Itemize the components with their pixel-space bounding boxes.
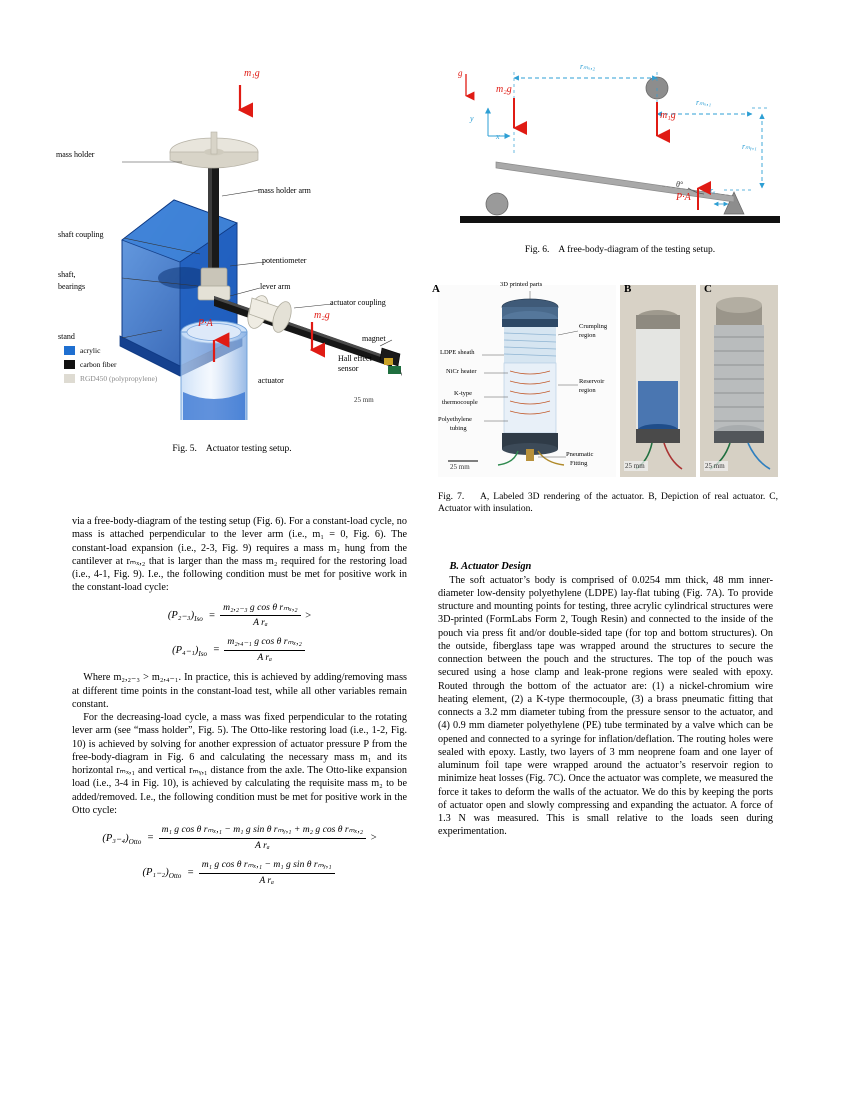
- figure-5: [56, 40, 402, 454]
- equation-3-relation: >: [370, 832, 377, 844]
- fig5-annotation-m2g: m₂g: [314, 310, 330, 321]
- fig5-label-actuator: actuator: [258, 376, 284, 385]
- fig5-scale-label: 25 mm: [354, 396, 374, 404]
- figure-5-caption: [62, 444, 402, 454]
- fig7-label-polyethylene: Polyethylene: [438, 416, 472, 423]
- figure-6-caption-label: Fig. 6.: [524, 245, 550, 255]
- fig5-label-stand: stand: [58, 332, 75, 341]
- fig7-scale-c: 25 mm: [705, 462, 725, 470]
- equation-4-label: $(P_{1-2})_{Otto}$: [142, 867, 182, 881]
- figure-5-caption-label: Fig. 5.: [172, 444, 197, 454]
- fig7-label-reservoir-region: region: [579, 387, 596, 394]
- fig5-label-shaft: shaft,: [58, 270, 76, 279]
- fig6-label-gravity: g: [458, 68, 463, 78]
- fig7-label-pneumatic: Pneumatic: [566, 451, 594, 458]
- section-heading-actuator-design: B. Actuator Design: [449, 561, 532, 572]
- fig6-label-m1g: m₁g: [660, 110, 676, 121]
- fig5-label-mass-holder: mass holder: [56, 150, 95, 159]
- fig5-label-lever-arm: lever arm: [260, 282, 291, 291]
- fig7-label-ldpe: LDPE sheath: [440, 349, 475, 356]
- fig7-panel-label-b: B: [624, 283, 632, 295]
- equation-2-fraction: $\frac{\text{m₂,₄₋₁ g cos θ rₘₓ,₂}}{\text{A rₐ}}$: [224, 636, 304, 664]
- figure-7: [432, 281, 778, 477]
- fig6-label-rmx1: rₘₓ,₁: [696, 98, 712, 107]
- figure-5-caption-text: Actuator testing setup.: [205, 444, 292, 454]
- fig5-legend-swatch-carbon: [64, 360, 75, 369]
- fig7-scale-b: 25 mm: [625, 462, 645, 470]
- fig7-label-printed-parts: 3D printed parts: [500, 281, 543, 288]
- fig7-panel-label-c: C: [704, 283, 712, 295]
- figure-6: [452, 58, 788, 258]
- equation-1: $(P_{2-3})_{Iso}$ = $\frac{\text{m₂,₂₋₃ g cos θ rₘₓ,₂}}{\text{A rₐ}}$ >: [167, 601, 312, 628]
- fig7-label-crumpling-region: region: [579, 332, 596, 339]
- fig5-annotation-pa: P·A: [198, 318, 213, 329]
- figure-7-caption: [438, 492, 778, 516]
- fig5-annotation-m1g: m₁g: [244, 68, 260, 79]
- equation-2-label: $(P_{4-1})_{Iso}$: [172, 644, 208, 658]
- fig5-label-hall-sensor: sensor: [338, 364, 359, 373]
- fig6-label-rmy1: rₘᵧ,₁: [742, 142, 757, 151]
- fig6-label-pa: P·A: [676, 192, 691, 203]
- figure-7-caption-label: Fig. 7.: [438, 492, 465, 502]
- equation-3: $(P_{3-4})_{Otto}$ = $\frac{\text{m₁ g cos θ rₘₓ,₁ − m₁ g sin θ rₘᵧ,₁ + m₂ g cos θ rₘₓ,₂}}{\text{A rₐ}}$ >: [102, 824, 377, 851]
- fig6-label-m2g: m₂g: [496, 84, 512, 95]
- fig6-label-y-axis: y: [470, 114, 474, 123]
- figure-6-caption: [440, 245, 800, 255]
- fig6-label-x-axis: x: [496, 132, 500, 141]
- fig6-label-rmx2: rₘₓ,₂: [580, 62, 596, 71]
- fig5-label-potentiometer: potentiometer: [262, 256, 307, 265]
- fig7-label-thermocouple: thermocouple: [442, 399, 478, 406]
- fig5-label-actuator-coupling: actuator coupling: [330, 298, 386, 307]
- fig7-label-tubing: tubing: [450, 425, 467, 432]
- fig5-legend-swatch-acrylic: [64, 346, 75, 355]
- equation-1-fraction: $\frac{\text{m₂,₂₋₃ g cos θ rₘₓ,₂}}{\text{A rₐ}}$: [220, 602, 300, 630]
- fig5-legend-label-acrylic: acrylic: [80, 346, 101, 355]
- paragraph-where: Where m₂,₂₋₃ > m₂,₄₋₁. In practice, this is achieved by adding/removing mass at different time points in the constant-load test, while all other variables remain constant.: [72, 672, 407, 710]
- equation-1-relation: >: [305, 609, 312, 621]
- fig7-scale-a: 25 mm: [450, 463, 470, 471]
- fig5-label-bearings: bearings: [58, 282, 86, 291]
- fig6-label-ra: rₐ: [710, 186, 716, 195]
- fig5-label-shaft-coupling: shaft coupling: [58, 230, 104, 239]
- fig7-panel-label-a: A: [432, 283, 440, 295]
- figure-6-caption-text: A free-body-diagram of the testing setup.: [558, 245, 716, 255]
- fig7-label-reservoir: Reservoir: [579, 378, 605, 385]
- equation-4: $(P_{1-2})_{Otto}$ = $\frac{\text{m₁ g cos θ rₘₓ,₁ − m₁ g sin θ rₘᵧ,₁}}{\text{A rₐ}}$: [72, 859, 407, 887]
- right-text-column: [438, 560, 773, 839]
- equation-1-label: $(P_{2-3})_{Iso}$: [167, 609, 203, 623]
- figure-7-illustration: [438, 285, 778, 477]
- equation-3-label: $(P_{3-4})_{Otto}$: [102, 832, 142, 846]
- fig5-label-hall-effect: Hall effect: [338, 354, 372, 363]
- fig7-label-fitting: Fitting: [570, 460, 588, 467]
- fig6-label-theta: θ°: [676, 180, 684, 189]
- fig7-label-crumpling: Crumpling: [579, 323, 608, 330]
- equation-3-fraction: $\frac{\text{m₁ g cos θ rₘₓ,₁ − m₁ g sin θ rₘᵧ,₁ + m₂ g cos θ rₘₓ,₂}}{\text{A rₐ}}$: [159, 824, 366, 852]
- fig7-label-nicr: NiCr heater: [446, 368, 477, 375]
- fig5-label-magnet: magnet: [362, 334, 386, 343]
- fig7-label-ktype: K-type: [454, 390, 473, 397]
- paragraph-intro: via a free-body-diagram of the testing setup (Fig. 6). For a constant-load cycle, no mass is attached perpendicular to the lever arm (i.e., m₁ = 0, Fig. 6). The constant-load expansion (i.e., 2-3, Fig. 9) requires a mass m₂ hung from the cantilever at rₘₓ,₂ that is larger than the mass m₂ required for the restoring load (i.e., 4-1, Fig. 9). I.e., the following condition must be met for positive work in the constant-load cycle:: [72, 516, 407, 594]
- fig5-legend-label-rgd450: RGD450 (polypropylene): [80, 374, 158, 383]
- paragraph-decreasing-load: For the decreasing-load cycle, a mass was fixed perpendicular to the rotating lever arm (see “mass holder”, Fig. 5). The Otto-like restoring load (i.e., 1-2, Fig. 10) is achieved by solving for another expression of actuator pressure P from the free-body-diagram in Fig. 6 and calculating the necessary mass m₁ and its horizontal rₘₓ,₁ and vertical rₘᵧ,₁ distance from the axle. The Otto-like expansion load (i.e., 3-4 in Fig. 10), is achieved by calculating the requisite mass m₂ to be added/removed. I.e., the following condition must be met for positive work in the Otto cycle:: [72, 712, 407, 816]
- paragraph-actuator-design: The soft actuator’s body is comprised of 0.0254 mm thick, 48 mm inner-diameter low-density polyethylene (LDPE) lay-flat tubing (Fig. 7A). To provide structure and mounting points for testing, three acrylic cylindrical structures were 3D-printed (FormLabs Form 2, Tough Resin) and connected to the inside of the pouch via press fit and/or double-sided tape (for top and bottom structures). On the outside, fiberglass tape was wrapped around the structures to secure the connection between the pouch and the structures. The top of the pouch was secured using a hose clamp and leak-prone regions were sealed with epoxy. Routed through the bottom of the actuator are: (1) a nickel-chromium wire heating element, (2) a K-type thermocouple, (3) a brass pneumatic fitting that connects a 3.2 mm diameter tubing from the pressure sensor to the actuator, and (4) 0.9 mm diameter polyethylene (PE) tube terminated by a valve which can be opened and connected to a syringe for inflation/deflation. The routing holes were sealed with epoxy. Lastly, two layers of 3 mm neoprene foam and one layer of aluminum foil tape were wrapped around the actuator’s reservoir region to minimize heat losses (Fig. 7C). Once the actuator was complete, we measured the force it takes to deform the walls of the actuator. We do this by keeping the ports of actuator open and slowly compressing and expanding the actuator. A force of 1.3 N was measured. This is small relative to the loads seen during experimentation.: [438, 574, 773, 838]
- equation-2: $(P_{4-1})_{Iso}$ = $\frac{\text{m₂,₄₋₁ g cos θ rₘₓ,₂}}{\text{A rₐ}}$: [72, 636, 407, 664]
- fig5-label-mass-holder-arm: mass holder arm: [258, 186, 311, 195]
- fig5-legend-swatch-rgd450: [64, 374, 75, 383]
- fig5-legend-label-carbon: carbon fiber: [80, 360, 117, 369]
- equation-4-fraction: $\frac{\text{m₁ g cos θ rₘₓ,₁ − m₁ g sin θ rₘᵧ,₁}}{\text{A rₐ}}$: [199, 859, 335, 887]
- figure-7-caption-text: A, Labeled 3D rendering of the actuator. B, Depiction of real actuator. C, Actuator with insulation.: [438, 492, 779, 514]
- left-text-column: [72, 515, 407, 894]
